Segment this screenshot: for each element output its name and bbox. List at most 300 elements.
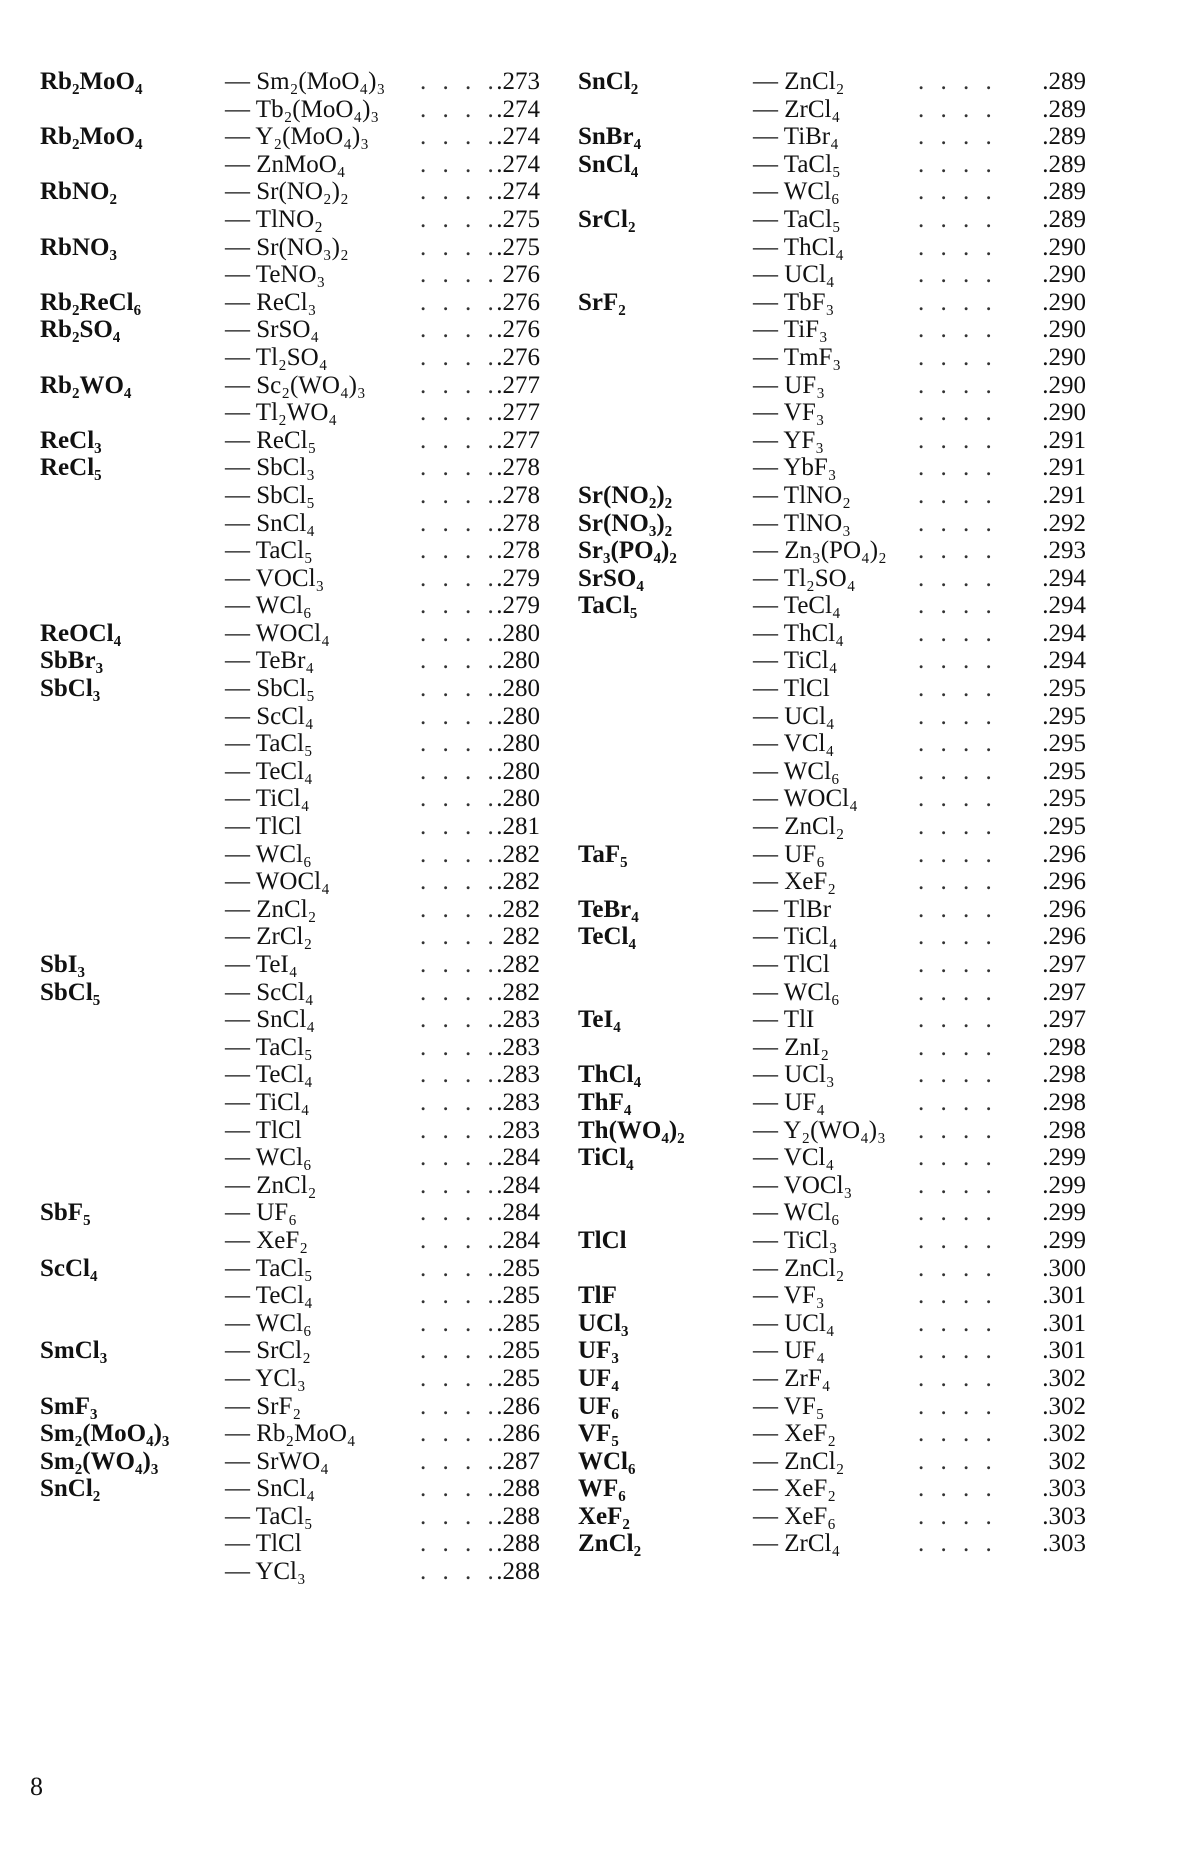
entry-formula: ReCl₅ xyxy=(40,454,102,482)
entry-reactant: — Tl₂SO₄ xyxy=(753,564,856,592)
index-entry xyxy=(40,1034,595,1062)
entry-reactant: — VCl₄ xyxy=(753,1144,835,1172)
entry-page-number: .287 xyxy=(496,1447,540,1475)
entry-reactant: — VF₃ xyxy=(753,1282,825,1310)
entry-reactant: — ZnCl₂ xyxy=(753,1254,845,1282)
index-entry xyxy=(40,1558,595,1586)
leader-dots: . . . . xyxy=(420,1420,499,1448)
index-entry xyxy=(40,151,595,179)
entry-page-number: .285 xyxy=(496,1364,540,1392)
leader-dots: . . . . xyxy=(918,1033,997,1061)
leader-dots: . . . . xyxy=(420,537,499,565)
entry-page-number: .303 xyxy=(1042,1530,1086,1558)
index-entry xyxy=(40,1089,595,1117)
index-entry xyxy=(578,454,1118,482)
leader-dots: . . . . xyxy=(918,840,997,868)
entry-formula: SnCl₂ xyxy=(40,1475,101,1503)
entry-page-number: .297 xyxy=(1042,978,1086,1006)
index-entry xyxy=(40,1117,595,1145)
entry-reactant: — Rb₂MoO₄ xyxy=(225,1420,356,1448)
entry-reactant: — ZrCl₂ xyxy=(225,923,313,951)
entry-page-number: .291 xyxy=(1042,481,1086,509)
index-entry xyxy=(578,1144,1118,1172)
entry-formula: ThCl₄ xyxy=(578,1061,642,1089)
leader-dots: . . . . xyxy=(420,1171,499,1199)
leader-dots: . . . . xyxy=(420,1061,499,1089)
entry-formula: TlCl xyxy=(578,1226,627,1254)
entry-page-number: .293 xyxy=(1042,537,1086,565)
entry-page-number: 276 xyxy=(502,261,540,289)
leader-dots: . . . . xyxy=(918,647,997,675)
entry-formula: WCl₆ xyxy=(578,1447,636,1475)
entry-reactant: — TlCl xyxy=(753,675,830,703)
entry-page-number: .288 xyxy=(496,1475,540,1503)
entry-page-number: .280 xyxy=(496,619,540,647)
index-entry xyxy=(40,206,595,234)
leader-dots: . . . . xyxy=(420,702,499,730)
entry-page-number: .294 xyxy=(1042,592,1086,620)
index-entry xyxy=(40,289,595,317)
entry-formula: SnCl₂ xyxy=(578,68,639,95)
entry-reactant: — ZnI₂ xyxy=(753,1033,830,1061)
entry-reactant: — TlNO₂ xyxy=(753,481,851,509)
entry-page-number: .289 xyxy=(1042,150,1086,178)
entry-reactant: — TiBr₄ xyxy=(753,123,839,151)
leader-dots: . . . . xyxy=(420,895,499,923)
entry-page-number: .298 xyxy=(1042,1033,1086,1061)
entry-page-number: .285 xyxy=(496,1282,540,1310)
entry-reactant: — YF₃ xyxy=(753,426,824,454)
leader-dots: . . . . xyxy=(918,1226,997,1254)
entry-reactant: — TaCl₅ xyxy=(225,537,313,565)
entry-formula: SbCl₅ xyxy=(40,978,101,1006)
leader-dots: . . . . xyxy=(918,592,997,620)
entry-page-number: .279 xyxy=(496,564,540,592)
entry-reactant: — XeF₂ xyxy=(225,1226,309,1254)
index-entry xyxy=(578,96,1118,124)
leader-dots: . . . . xyxy=(918,619,997,647)
index-entry xyxy=(578,1365,1118,1393)
entry-reactant: — WCl₆ xyxy=(225,592,312,620)
entry-page-number: .279 xyxy=(496,592,540,620)
right-column xyxy=(578,68,1118,1558)
entry-formula: SbCl₃ xyxy=(40,675,101,703)
leader-dots: . . . . xyxy=(918,1447,997,1475)
entry-page-number: .277 xyxy=(496,371,540,399)
index-entry xyxy=(578,1199,1118,1227)
entry-reactant: — TlBr xyxy=(753,895,832,923)
entry-page-number: .303 xyxy=(1042,1475,1086,1503)
entry-reactant: — TaCl₅ xyxy=(753,205,841,233)
index-entry xyxy=(578,592,1118,620)
leader-dots: . . . . xyxy=(918,426,997,454)
entry-page-number: 282 xyxy=(502,923,540,951)
leader-dots: . . . . xyxy=(918,1475,997,1503)
entry-formula: XeF₂ xyxy=(578,1502,630,1530)
entry-reactant: — ZrF₄ xyxy=(753,1364,831,1392)
leader-dots: . . . . xyxy=(420,288,499,316)
entry-page-number: .296 xyxy=(1042,868,1086,896)
leader-dots: . . . . xyxy=(420,564,499,592)
entry-page-number: .278 xyxy=(496,481,540,509)
entry-page-number: .297 xyxy=(1042,951,1086,978)
leader-dots: . . . . xyxy=(918,481,997,509)
index-entry xyxy=(578,1282,1118,1310)
entry-reactant: — Sm₂(MoO₄)₃ xyxy=(225,68,386,95)
entry-reactant: — TbF₃ xyxy=(753,288,835,316)
entry-page-number: .290 xyxy=(1042,233,1086,261)
entry-reactant: — WCl₆ xyxy=(753,757,840,785)
index-entry xyxy=(40,482,595,510)
entry-page-number: .274 xyxy=(496,178,540,206)
entry-page-number: .284 xyxy=(496,1144,540,1172)
entry-formula: SbBr₃ xyxy=(40,647,104,675)
index-entry xyxy=(578,1503,1118,1531)
entry-page-number: .284 xyxy=(496,1171,540,1199)
entry-reactant: — ZnCl₂ xyxy=(225,895,317,923)
index-entry xyxy=(40,1475,595,1503)
entry-page-number: .295 xyxy=(1042,702,1086,730)
index-entry xyxy=(40,675,595,703)
leader-dots: . . . . xyxy=(918,785,997,813)
entry-reactant: — TlCl xyxy=(225,1116,302,1144)
entry-formula: Rb₂MoO₄ xyxy=(40,68,143,95)
entry-reactant: — SrWO₄ xyxy=(225,1447,329,1475)
leader-dots: . . . . xyxy=(420,399,499,427)
leader-dots: . . . . xyxy=(918,951,997,978)
entry-reactant: — TeI₄ xyxy=(225,951,298,978)
leader-dots: . . . . xyxy=(918,1006,997,1034)
index-entry xyxy=(578,510,1118,538)
entry-formula: TeI₄ xyxy=(578,1006,621,1034)
leader-dots: . . . . xyxy=(420,978,499,1006)
entry-page-number: 302 xyxy=(1048,1447,1086,1475)
entry-formula: SnBr₄ xyxy=(578,123,642,151)
entry-page-number: .294 xyxy=(1042,619,1086,647)
entry-page-number: .301 xyxy=(1042,1337,1086,1365)
leader-dots: . . . . xyxy=(918,288,997,316)
index-entry xyxy=(40,372,595,400)
leader-dots: . . . . xyxy=(420,150,499,178)
entry-page-number: .291 xyxy=(1042,454,1086,482)
entry-page-number: .285 xyxy=(496,1254,540,1282)
index-entry xyxy=(578,1420,1118,1448)
entry-page-number: .290 xyxy=(1042,288,1086,316)
index-entry xyxy=(40,123,595,151)
entry-reactant: — ThCl₄ xyxy=(753,233,844,261)
entry-page-number: .286 xyxy=(496,1392,540,1420)
entry-reactant: — TeCl₄ xyxy=(753,592,841,620)
leader-dots: . . . . xyxy=(420,68,499,95)
entry-page-number: .275 xyxy=(496,233,540,261)
index-entry xyxy=(40,620,595,648)
entry-reactant: — UF₆ xyxy=(225,1199,297,1227)
entry-formula: UCl₃ xyxy=(578,1309,629,1337)
entry-page-number: .295 xyxy=(1042,730,1086,758)
entry-reactant: — SnCl₄ xyxy=(225,509,315,537)
index-entry xyxy=(578,896,1118,924)
leader-dots: . . . . xyxy=(918,509,997,537)
entry-reactant: — TlCl xyxy=(225,813,302,841)
entry-page-number: .290 xyxy=(1042,261,1086,289)
entry-formula: Sr₃(PO₄)₂ xyxy=(578,537,677,565)
entry-page-number: .295 xyxy=(1042,785,1086,813)
entry-page-number: .294 xyxy=(1042,647,1086,675)
entry-page-number: .302 xyxy=(1042,1392,1086,1420)
leader-dots: . . . . xyxy=(420,1475,499,1503)
entry-formula: SrCl₂ xyxy=(578,205,636,233)
entry-reactant: — WCl₆ xyxy=(225,1309,312,1337)
entry-formula: TaF₅ xyxy=(578,840,628,868)
index-entry xyxy=(578,841,1118,869)
entry-page-number: .292 xyxy=(1042,509,1086,537)
index-entry xyxy=(578,537,1118,565)
index-entry xyxy=(578,1255,1118,1283)
entry-reactant: — VF₃ xyxy=(753,399,825,427)
entry-reactant: — Sr(NO₂)₂ xyxy=(225,178,349,206)
entry-reactant: — UF₃ xyxy=(753,371,825,399)
index-entry xyxy=(578,1337,1118,1365)
entry-formula: VF₅ xyxy=(578,1420,619,1448)
index-entry xyxy=(40,510,595,538)
leader-dots: . . . . xyxy=(918,923,997,951)
index-entry xyxy=(40,427,595,455)
entry-reactant: — UCl₄ xyxy=(753,261,835,289)
leader-dots: . . . . xyxy=(420,1530,499,1558)
entry-page-number: .283 xyxy=(496,1061,540,1089)
entry-formula: RbNO₃ xyxy=(40,233,117,261)
entry-page-number: .290 xyxy=(1042,343,1086,371)
leader-dots: . . . . xyxy=(918,1254,997,1282)
entry-page-number: .281 xyxy=(496,813,540,841)
entry-page-number: .300 xyxy=(1042,1254,1086,1282)
index-entry xyxy=(40,316,595,344)
index-entry xyxy=(40,1199,595,1227)
entry-reactant: — SnCl₄ xyxy=(225,1475,315,1503)
entry-page-number: .283 xyxy=(496,1033,540,1061)
entry-formula: ReOCl₄ xyxy=(40,619,122,647)
index-entry xyxy=(578,206,1118,234)
leader-dots: . . . . xyxy=(918,1282,997,1310)
entry-reactant: — XeF₆ xyxy=(753,1502,837,1530)
entry-page-number: .290 xyxy=(1042,316,1086,344)
leader-dots: . . . . xyxy=(420,923,499,951)
entry-page-number: .282 xyxy=(496,895,540,923)
index-entry xyxy=(40,1448,595,1476)
leader-dots: . . . . xyxy=(420,205,499,233)
leader-dots: . . . . xyxy=(918,399,997,427)
entry-page-number: .295 xyxy=(1042,813,1086,841)
entry-formula: ReCl₃ xyxy=(40,426,102,454)
entry-reactant: — TlI xyxy=(753,1006,815,1034)
index-entry xyxy=(40,399,595,427)
leader-dots: . . . . xyxy=(918,978,997,1006)
entry-page-number: .282 xyxy=(496,868,540,896)
leader-dots: . . . . xyxy=(918,150,997,178)
leader-dots: . . . . xyxy=(420,316,499,344)
index-entry xyxy=(578,675,1118,703)
entry-reactant: — ReCl₃ xyxy=(225,288,317,316)
index-entry xyxy=(578,372,1118,400)
index-entry xyxy=(578,178,1118,206)
entry-reactant: — SbCl₃ xyxy=(225,454,315,482)
entry-page-number: .285 xyxy=(496,1337,540,1365)
index-entry xyxy=(578,1006,1118,1034)
entry-formula: Rb₂SO₄ xyxy=(40,316,121,344)
leader-dots: . . . . xyxy=(918,1530,997,1558)
entry-formula: RbNO₂ xyxy=(40,178,117,206)
entry-formula: Rb₂WO₄ xyxy=(40,371,132,399)
entry-reactant: — SbCl₅ xyxy=(225,675,315,703)
entry-formula: UF₆ xyxy=(578,1392,619,1420)
index-entry xyxy=(40,1061,595,1089)
entry-reactant: — Sc₂(WO₄)₃ xyxy=(225,371,366,399)
entry-page-number: .289 xyxy=(1042,95,1086,123)
leader-dots: . . . . xyxy=(420,178,499,206)
leader-dots: . . . . xyxy=(420,426,499,454)
leader-dots: . . . . xyxy=(420,1309,499,1337)
entry-reactant: — TaCl₅ xyxy=(225,1502,313,1530)
entry-reactant: — TlCl xyxy=(753,951,830,978)
leader-dots: . . . . xyxy=(420,757,499,785)
entry-reactant: — TaCl₅ xyxy=(225,1033,313,1061)
entry-page-number: .299 xyxy=(1042,1171,1086,1199)
entry-page-number: .280 xyxy=(496,785,540,813)
entry-formula: TiCl₄ xyxy=(578,1144,634,1172)
entry-reactant: — TiCl₄ xyxy=(753,923,838,951)
index-entry xyxy=(40,1310,595,1338)
entry-page-number: .294 xyxy=(1042,564,1086,592)
entry-reactant: — UF₆ xyxy=(753,840,825,868)
index-entry xyxy=(40,1172,595,1200)
entry-page-number: .302 xyxy=(1042,1420,1086,1448)
entry-page-number: .276 xyxy=(496,288,540,316)
leader-dots: . . . . xyxy=(420,1226,499,1254)
leader-dots: . . . . xyxy=(420,1116,499,1144)
entry-formula: TlF xyxy=(578,1282,617,1310)
index-entry xyxy=(40,234,595,262)
entry-reactant: — TeCl₄ xyxy=(225,757,313,785)
leader-dots: . . . . xyxy=(918,1392,997,1420)
index-entry xyxy=(578,868,1118,896)
entry-formula: TaCl₅ xyxy=(578,592,638,620)
entry-reactant: — TiCl₃ xyxy=(753,1226,838,1254)
leader-dots: . . . . xyxy=(918,1337,997,1365)
index-entry xyxy=(578,427,1118,455)
entry-page-number: .288 xyxy=(496,1530,540,1558)
entry-page-number: .277 xyxy=(496,399,540,427)
leader-dots: . . . . xyxy=(420,1502,499,1530)
leader-dots: . . . . xyxy=(420,785,499,813)
entry-reactant: — TeCl₄ xyxy=(225,1061,313,1089)
leader-dots: . . . . xyxy=(918,205,997,233)
index-entry xyxy=(578,1227,1118,1255)
leader-dots: . . . . xyxy=(420,1282,499,1310)
index-entry xyxy=(40,758,595,786)
index-entry xyxy=(578,813,1118,841)
index-entry xyxy=(40,178,595,206)
index-entry xyxy=(40,841,595,869)
index-entry xyxy=(578,923,1118,951)
entry-reactant: — XeF₂ xyxy=(753,868,837,896)
entry-page-number: .288 xyxy=(496,1558,540,1586)
index-entry xyxy=(578,1475,1118,1503)
entry-reactant: — VOCl₃ xyxy=(225,564,325,592)
leader-dots: . . . . xyxy=(420,371,499,399)
entry-page-number: .280 xyxy=(496,702,540,730)
index-entry xyxy=(40,592,595,620)
leader-dots: . . . . xyxy=(918,895,997,923)
entry-reactant: — SrF₂ xyxy=(225,1392,302,1420)
entry-page-number: .280 xyxy=(496,730,540,758)
entry-page-number: .280 xyxy=(496,675,540,703)
index-entry xyxy=(40,1255,595,1283)
entry-formula: SmCl₃ xyxy=(40,1337,108,1365)
leader-dots: . . . . xyxy=(420,481,499,509)
entry-page-number: .299 xyxy=(1042,1199,1086,1227)
entry-reactant: — Tl₂WO₄ xyxy=(225,399,338,427)
entry-reactant: — TlNO₂ xyxy=(225,205,323,233)
index-entry xyxy=(578,1393,1118,1421)
leader-dots: . . . . xyxy=(420,233,499,261)
leader-dots: . . . . xyxy=(918,730,997,758)
leader-dots: . . . . xyxy=(420,1447,499,1475)
index-entry xyxy=(40,344,595,372)
index-entry xyxy=(40,1144,595,1172)
entry-page-number: .298 xyxy=(1042,1088,1086,1116)
entry-page-number: .278 xyxy=(496,509,540,537)
leader-dots: . . . . xyxy=(918,123,997,151)
entry-reactant: — ZnCl₂ xyxy=(753,813,845,841)
leader-dots: . . . . xyxy=(420,730,499,758)
index-entry xyxy=(40,813,595,841)
index-entry xyxy=(40,96,595,124)
entry-page-number: .291 xyxy=(1042,426,1086,454)
entry-reactant: — ZrCl₄ xyxy=(753,1530,841,1558)
leader-dots: . . . . xyxy=(918,1199,997,1227)
index-entry xyxy=(40,868,595,896)
leader-dots: . . . . xyxy=(420,813,499,841)
leader-dots: . . . . xyxy=(918,233,997,261)
index-entry xyxy=(578,1530,1118,1558)
entry-formula: ScCl₄ xyxy=(40,1254,98,1282)
index-entry xyxy=(40,565,595,593)
leader-dots: . . . . xyxy=(918,1088,997,1116)
entry-page-number: .278 xyxy=(496,454,540,482)
entry-reactant: — Sr(NO₃)₂ xyxy=(225,233,349,261)
entry-page-number: .295 xyxy=(1042,675,1086,703)
leader-dots: . . . . xyxy=(420,1337,499,1365)
entry-reactant: — YCl₃ xyxy=(225,1558,306,1586)
entry-formula: Sr(NO₂)₂ xyxy=(578,481,673,509)
entry-reactant: — TaCl₅ xyxy=(753,150,841,178)
entry-page-number: .274 xyxy=(496,95,540,123)
entry-reactant: — ZnMoO₄ xyxy=(225,150,346,178)
leader-dots: . . . . xyxy=(420,123,499,151)
leader-dots: . . . . xyxy=(918,1171,997,1199)
entry-page-number: .302 xyxy=(1042,1364,1086,1392)
entry-reactant: — YCl₃ xyxy=(225,1364,306,1392)
index-entry xyxy=(578,289,1118,317)
index-entry xyxy=(578,565,1118,593)
entry-reactant: — TlCl xyxy=(225,1530,302,1558)
entry-reactant: — WCl₆ xyxy=(225,1144,312,1172)
leader-dots: . . . . xyxy=(918,1502,997,1530)
index-entry xyxy=(578,68,1118,96)
entry-reactant: — Tb₂(MoO₄)₃ xyxy=(225,95,380,123)
leader-dots: . . . . xyxy=(420,1033,499,1061)
entry-reactant: — ZnCl₂ xyxy=(753,1447,845,1475)
